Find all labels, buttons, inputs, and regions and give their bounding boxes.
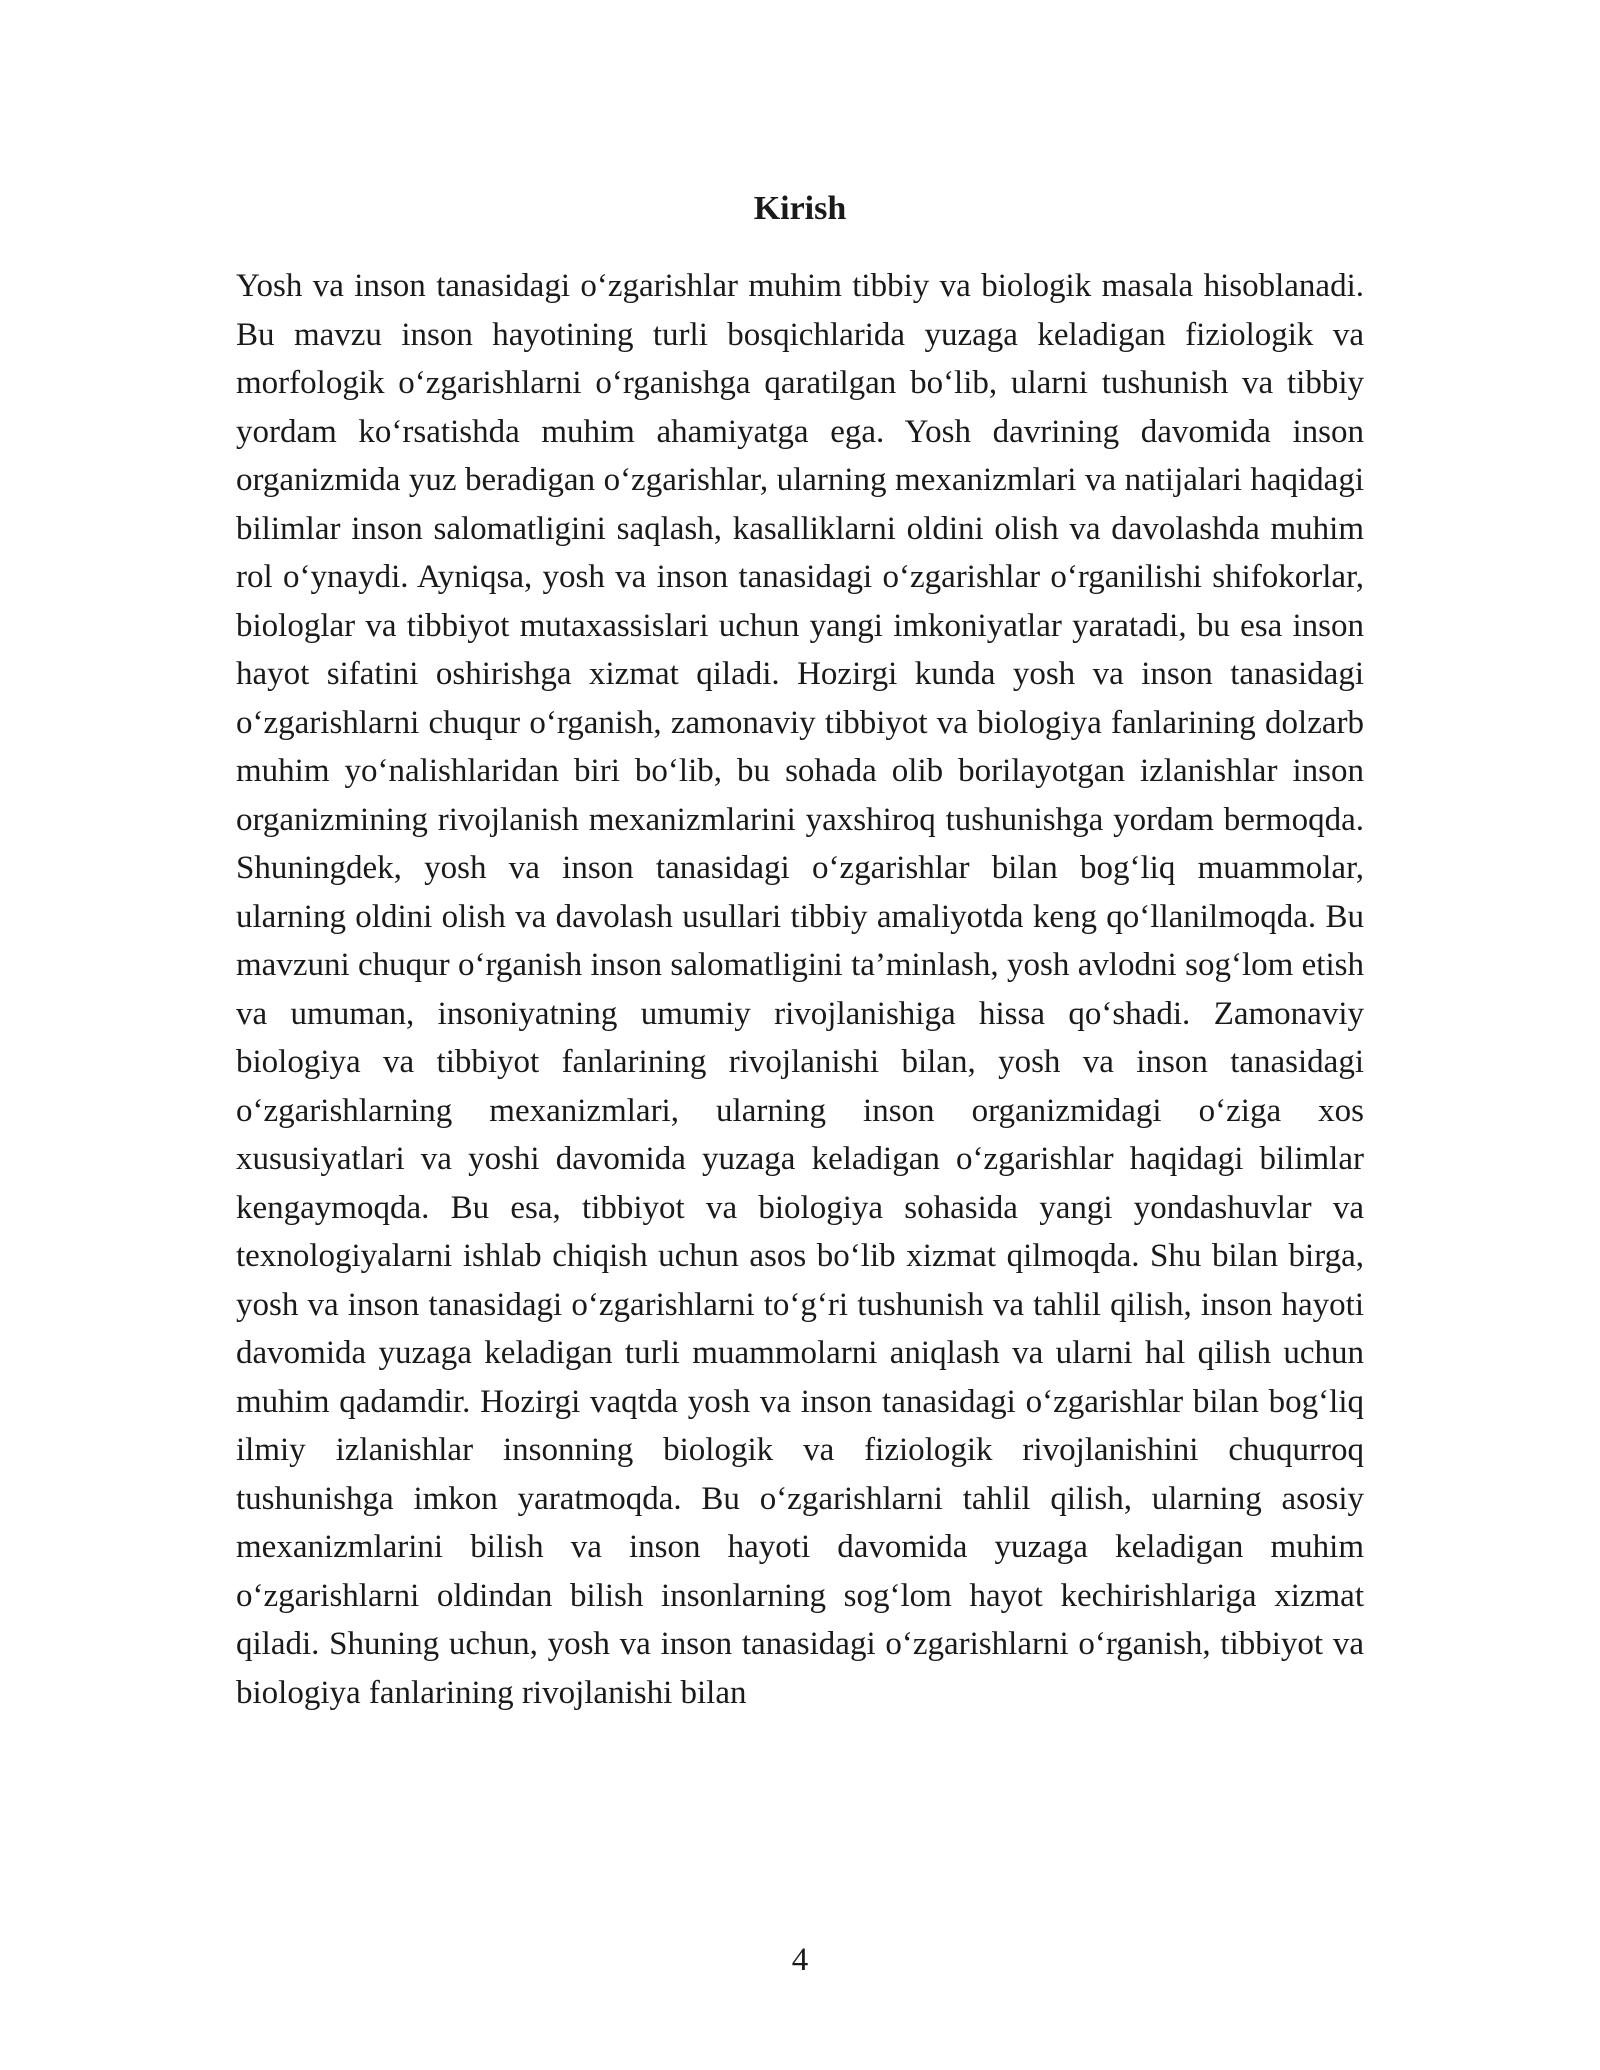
body-paragraph: Yosh va inson tanasidagi o‘zgarishlar muhim tibbiy va biologik masala hisoblanadi. Bu mavzu inson hayotining turli bosqichlarida yuzaga keladigan fiziologik va morfologik o‘zgarishlarni o‘rganishga qaratilgan bo‘lib, ularni tushunish va tibbiy yordam ko‘rsatishda muhim ahamiyatga ega. Yosh davrining davomida inson organizmida yuz beradigan o‘zgarishlar, ularning mexanizmlari va natijalari haqidagi bilimlar inson salomatligini saqlash, kasalliklarni oldini olish va davolashda muhim rol o‘ynaydi. Ayniqsa, yosh va inson tanasidagi o‘zgarishlar o‘rganilishi shifokorlar, biologlar va tibbiyot mutaxassislari uchun yangi imkoniyatlar yaratadi, bu esa inson hayot sifatini oshirishga xizmat qiladi. Hozirgi kunda yosh va inson tanasidagi o‘zgarishlarni chuqur o‘rganish, zamonaviy tibbiyot va biologiya fanlarining dolzarb muhim yo‘nalishlaridan biri bo‘lib, bu sohada olib borilayotgan izlanishlar inson organizmining rivojlanish mexanizmlarini yaxshiroq tushunishga yordam bermoqda. Shuningdek, yosh va inson tanasidagi o‘zgarishlar bilan bog‘liq muammolar, ularning oldini olish va davolash usullari tibbiy amaliyotda keng qo‘llanilmoqda. Bu mavzuni chuqur o‘rganish inson salomatligini ta’minlash, yosh avlodni sog‘lom etish va umuman, insoniyatning umumiy rivojlanishiga hissa qo‘shadi. Zamonaviy biologiya va tibbiyot fanlarining rivojlanishi bilan, yosh va inson tanasidagi o‘zgarishlarning mexanizmlari, ularning inson organizmidagi o‘ziga xos xususiyatlari va yoshi davomida yuzaga keladigan o‘zgarishlar haqidagi bilimlar kengaymoqda. Bu esa, tibbiyot va biologiya sohasida yangi yondashuvlar va texnologiyalarni ishlab chiqish uchun asos bo‘lib xizmat qilmoqda. Shu bilan birga, yosh va inson tanasidagi o‘zgarishlarni to‘g‘ri tushunish va tahlil qilish, inson hayoti davomida yuzaga keladigan turli muammolarni aniqlash va ularni hal qilish uchun muhim qadamdir. Hozirgi vaqtda yosh va inson tanasidagi o‘zgarishlar bilan bog‘liq ilmiy izlanishlar insonning biologik va fiziologik rivojlanishini chuqurroq tushunishga imkon yaratmoqda. Bu o‘zgarishlarni tahlil qilish, ularning asosiy mexanizmlarini bilish va inson hayoti davomida yuzaga keladigan muhim o‘zgarishlarni oldindan bilish insonlarning sog‘lom hayot kechirishlariga xizmat qiladi. Shuning uchun, yosh va inson tanasidagi o‘zgarishlarni o‘rganish, tibbiyot va biologiya fanlarining rivojlanishi bilan	[236, 268, 1364, 1711]
page-title: Kirish	[753, 190, 847, 227]
page-number: 4	[791, 1942, 809, 1978]
